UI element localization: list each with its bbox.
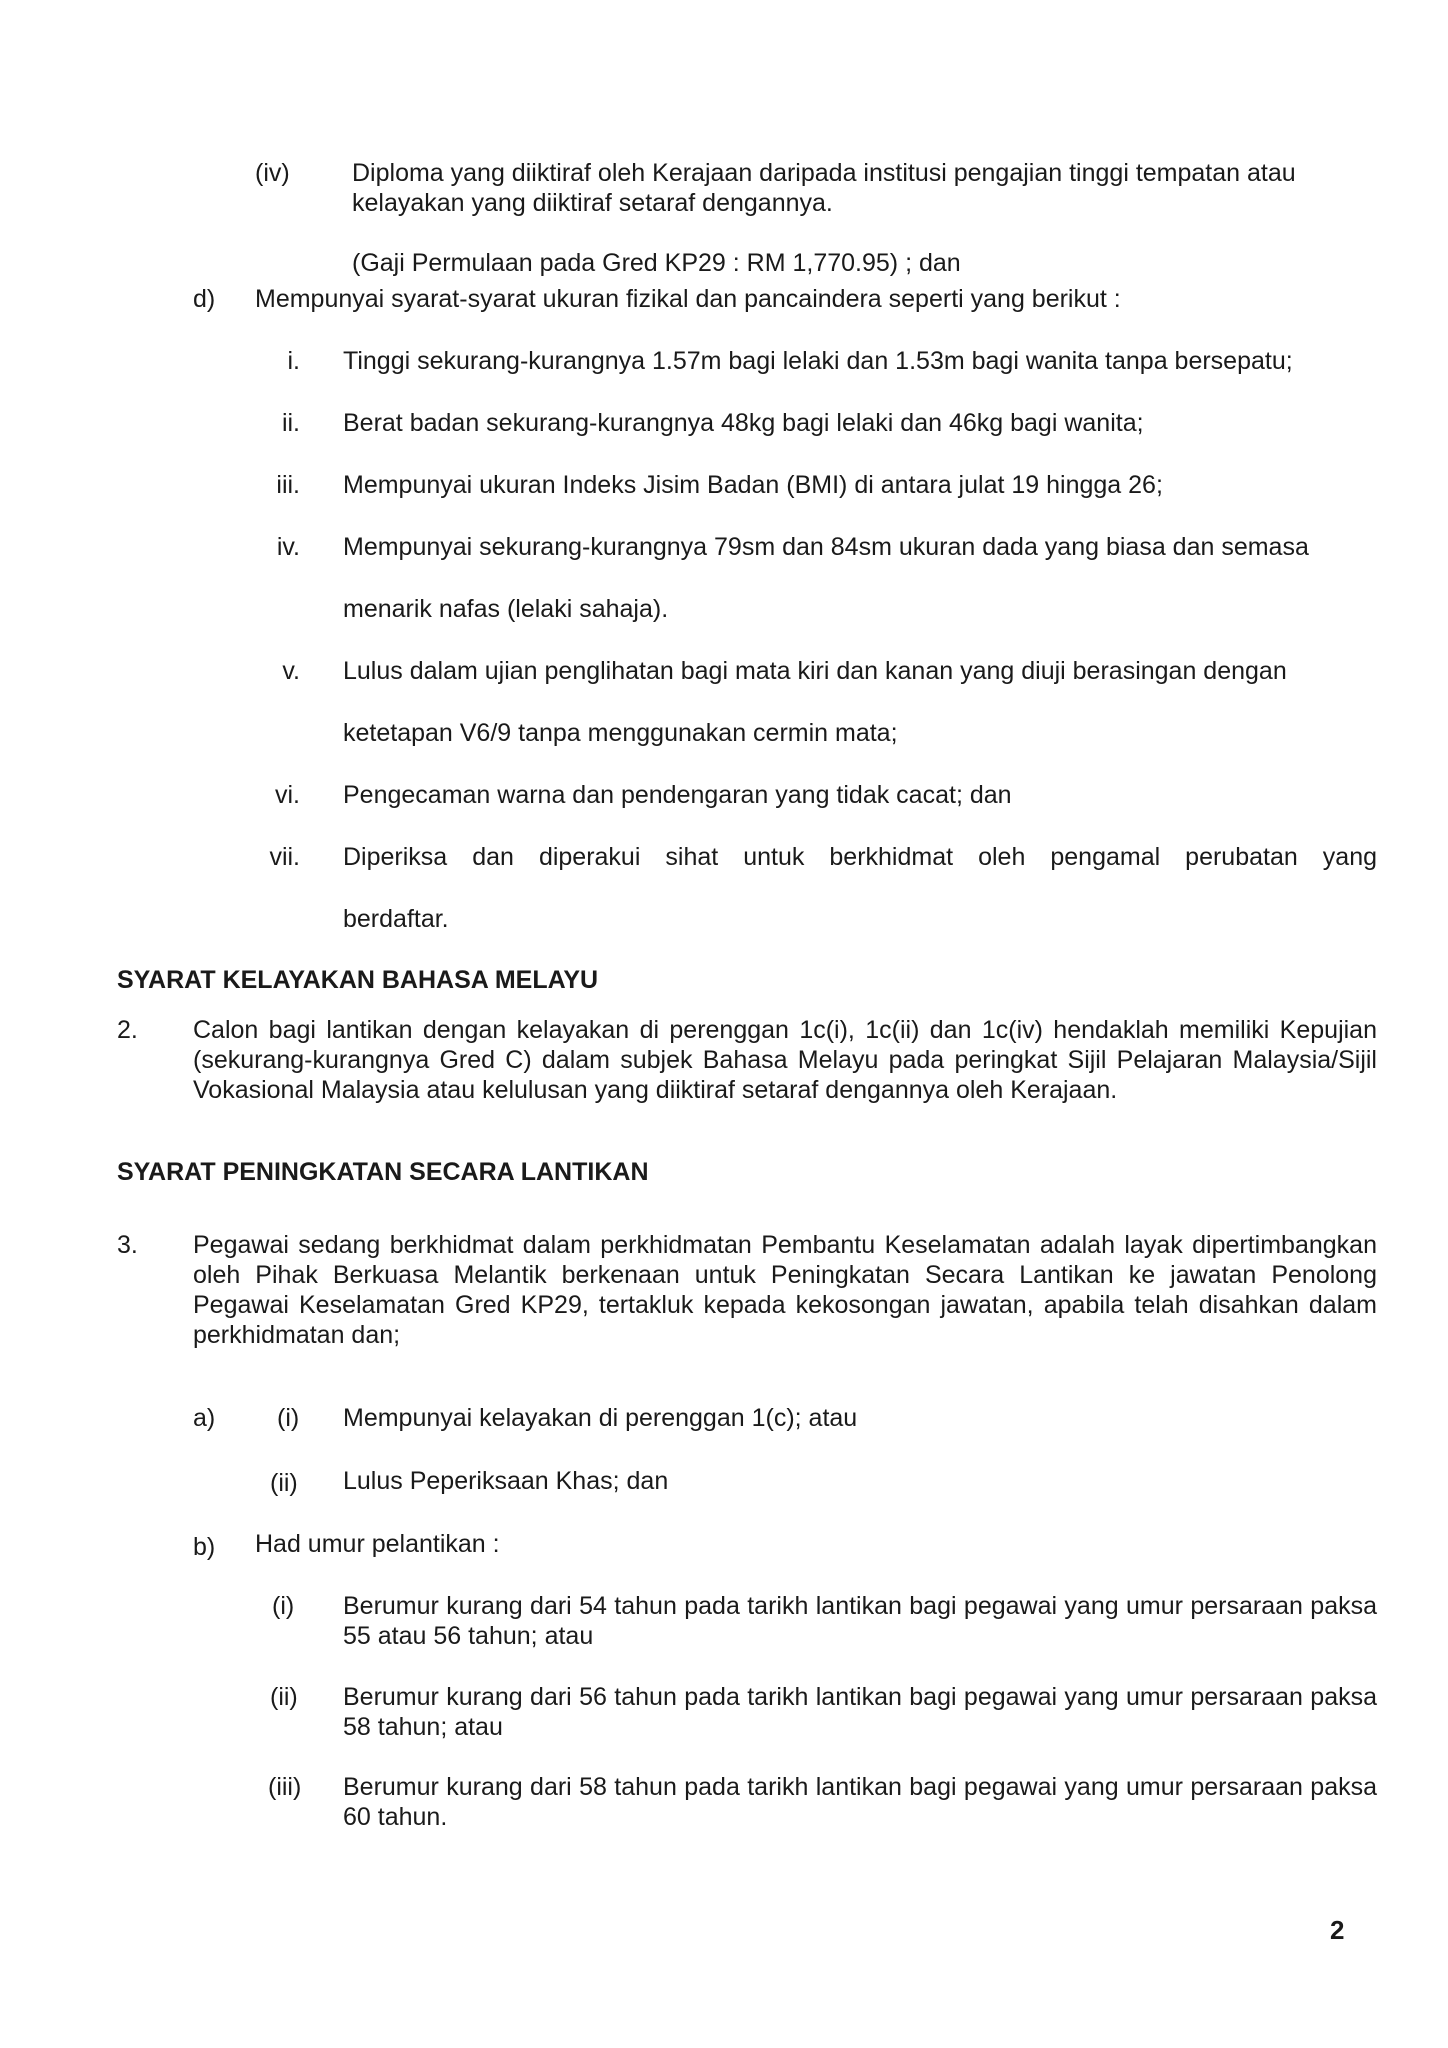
section-paragraph: Calon bagi lantikan dengan kelayakan di perenggan 1c(i), 1c(ii) dan 1c(iv) hendaklah memiliki Kepujian (sekurang-kurangnya Gred C) dalam subjek Bahasa Melayu pada peringkat Sijil Pelajaran Malaysia/Sijil Vokasional Malaysia atau kelulusan yang diiktiraf setaraf dengannya oleh Kerajaan. — [193, 1016, 1377, 1104]
subitem-text: Berumur kurang dari 54 tahun pada tarikh lantikan bagi pegawai yang umur persaraan paksa 55 atau 56 tahun; atau — [343, 1592, 1377, 1650]
item-label: d) — [193, 285, 216, 313]
item-label: b) — [193, 1533, 216, 1561]
item-text: Had umur pelantikan : — [255, 1530, 500, 1558]
subitem-text: Pengecaman warna dan pendengaran yang tidak cacat; dan — [343, 781, 1012, 809]
item-label: (iv) — [255, 159, 290, 187]
item-text: Mempunyai syarat-syarat ukuran fizikal dan pancaindera seperti yang berikut : — [255, 285, 1121, 313]
subitem-label: (ii) — [270, 1469, 298, 1497]
subitem-text: Mempunyai kelayakan di perenggan 1(c); atau — [343, 1404, 858, 1432]
section-number: 3. — [117, 1231, 138, 1259]
subitem-text: Berumur kurang dari 56 tahun pada tarikh lantikan bagi pegawai yang umur persaraan paksa 58 tahun; atau — [343, 1683, 1377, 1741]
subitem-label: vi. — [275, 781, 300, 809]
subitem-label: vii. — [269, 843, 300, 871]
section-paragraph: Pegawai sedang berkhidmat dalam perkhidmatan Pembantu Keselamatan adalah layak dipertimbangkan oleh Pihak Berkuasa Melantik berkenaan untuk Peningkatan Secara Lantikan ke jawatan Penolong Pegawai Keselamatan Gred KP29, tertakluk kepada kekosongan jawatan, apabila telah disahkan dalam perkhidmatan dan; — [193, 1231, 1377, 1349]
salary-note: (Gaji Permulaan pada Gred KP29 : RM 1,770.95) ; dan — [352, 249, 961, 277]
subitem-text: Lulus Peperiksaan Khas; dan — [343, 1467, 669, 1495]
subitem-label: ii. — [281, 409, 300, 437]
subitem-text: Tinggi sekurang-kurangnya 1.57m bagi lelaki dan 1.53m bagi wanita tanpa bersepatu; — [343, 347, 1293, 375]
section-heading: SYARAT PENINGKATAN SECARA LANTIKAN — [117, 1158, 649, 1186]
subitem-text-cont: ketetapan V6/9 tanpa menggunakan cermin mata; — [343, 719, 898, 747]
item-label: a) — [193, 1404, 216, 1432]
subitem-label: (i) — [277, 1404, 300, 1432]
subitem-text-cont: berdaftar. — [343, 905, 449, 933]
subitem-text: Berumur kurang dari 58 tahun pada tarikh lantikan bagi pegawai yang umur persaraan paksa 60 tahun. — [343, 1773, 1377, 1831]
subitem-label: iv. — [276, 533, 300, 561]
subitem-label: (ii) — [270, 1683, 298, 1711]
subitem-text: Lulus dalam ujian penglihatan bagi mata kiri dan kanan yang diuji berasingan dengan — [343, 657, 1287, 685]
subitem-label: v. — [282, 657, 300, 685]
subitem-text: Mempunyai sekurang-kurangnya 79sm dan 84sm ukuran dada yang biasa dan semasa — [343, 533, 1309, 561]
section-number: 2. — [117, 1016, 138, 1044]
subitem-label: iii. — [276, 471, 300, 499]
subitem-text-cont: menarik nafas (lelaki sahaja). — [343, 595, 669, 623]
item-text: Diploma yang diiktiraf oleh Kerajaan daripada institusi pengajian tinggi tempatan atau kelayakan yang diiktiraf setaraf dengannya. — [352, 159, 1296, 217]
page-number: 2 — [1330, 1915, 1345, 1945]
subitem-text: Diperiksa dan diperakui sihat untuk berkhidmat oleh pengamal perubatan yang — [343, 843, 1377, 871]
subitem-label: i. — [287, 347, 300, 375]
subitem-text: Berat badan sekurang-kurangnya 48kg bagi lelaki dan 46kg bagi wanita; — [343, 409, 1144, 437]
subitem-label: (iii) — [268, 1773, 302, 1801]
section-heading: SYARAT KELAYAKAN BAHASA MELAYU — [117, 966, 599, 994]
subitem-text: Mempunyai ukuran Indeks Jisim Badan (BMI) di antara julat 19 hingga 26; — [343, 471, 1163, 499]
subitem-label: (i) — [272, 1592, 295, 1620]
